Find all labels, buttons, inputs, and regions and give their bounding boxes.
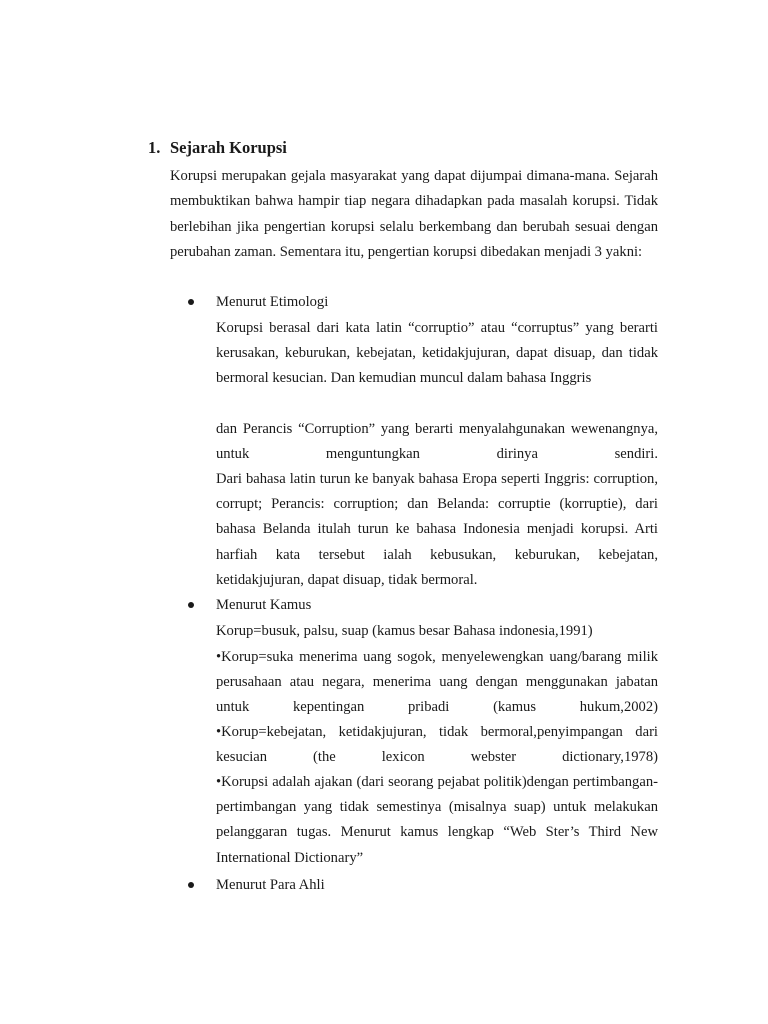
kamus-paragraph-3: •Korup=kebejatan, ketidakjujuran, tidak bermoral,penyimpangan dari kesucian (the lexicon webster dictionary,1978) — [216, 724, 658, 766]
kamus-paragraph-2: •Korup=suka menerima uang sogok, menyelewengkan uang/barang milik perusahaan atau negara, menerima uang dengan menggunakan jabatan untuk kepentingan pribadi (kamus hukum,2002) — [216, 649, 658, 716]
bullet-label-para-ahli: Menurut Para Ahli — [216, 877, 325, 893]
bullet-icon — [188, 882, 194, 888]
bullet-icon — [188, 299, 194, 305]
bullet-label-kamus: Menurut Kamus — [216, 597, 312, 613]
section-number: 1. — [148, 138, 161, 157]
etimologi-paragraph-1: Korupsi berasal dari kata latin “corruptio” atau “corruptus” yang berarti kerusakan, keburukan, kebejatan, ketidakjujuran, dapat disuap, dan tidak bermoral kesucian. Dan kemudian muncul dalam bahasa Inggris — [216, 320, 658, 387]
bullet-label-etimologi: Menurut Etimologi — [216, 294, 329, 310]
section-heading — [148, 137, 287, 159]
kamus-paragraph-4: •Korupsi adalah ajakan (dari seorang pejabat politik)dengan pertimbangan-pertimbangan yang tidak semestinya (misalnya suap) untuk melakukan pelanggaran tugas. Menurut kamus lengkap “Web Ster’s Third New International Dictionary” — [216, 774, 658, 866]
section-intro-paragraph: Korupsi merupakan gejala masyarakat yang dapat dijumpai dimana-mana. Sejarah membuktikan bahwa hampir tiap negara dihadapkan pada masalah korupsi. Tidak berlebihan jika pengertian korupsi selalu berkembang dan berubah sesuai dengan perubahan zaman. Sementara itu, pengertian korupsi dibedakan menjadi 3 yakni: — [170, 168, 658, 261]
section-title: Sejarah Korupsi — [170, 138, 287, 157]
etimologi-paragraph-2: dan Perancis “Corruption” yang berarti menyalahgunakan wewenangnya, untuk menguntungkan dirinya sendiri. — [216, 421, 658, 463]
etimologi-paragraph-3: Dari bahasa latin turun ke banyak bahasa Eropa seperti Inggris: corruption, corrupt; Perancis: corruption; dan Belanda: corruptie (korruptie), dari bahasa Belanda itulah turun ke bahasa Indonesia menjadi korupsi. Arti harfiah kata tersebut ialah kebusukan, keburukan, kebejatan, ketidakjujuran, dapat disuap, tidak bermoral. — [216, 471, 658, 588]
bullet-icon — [188, 602, 194, 608]
kamus-paragraph-1: Korup=busuk, palsu, suap (kamus besar Bahasa indonesia,1991) — [216, 623, 593, 639]
